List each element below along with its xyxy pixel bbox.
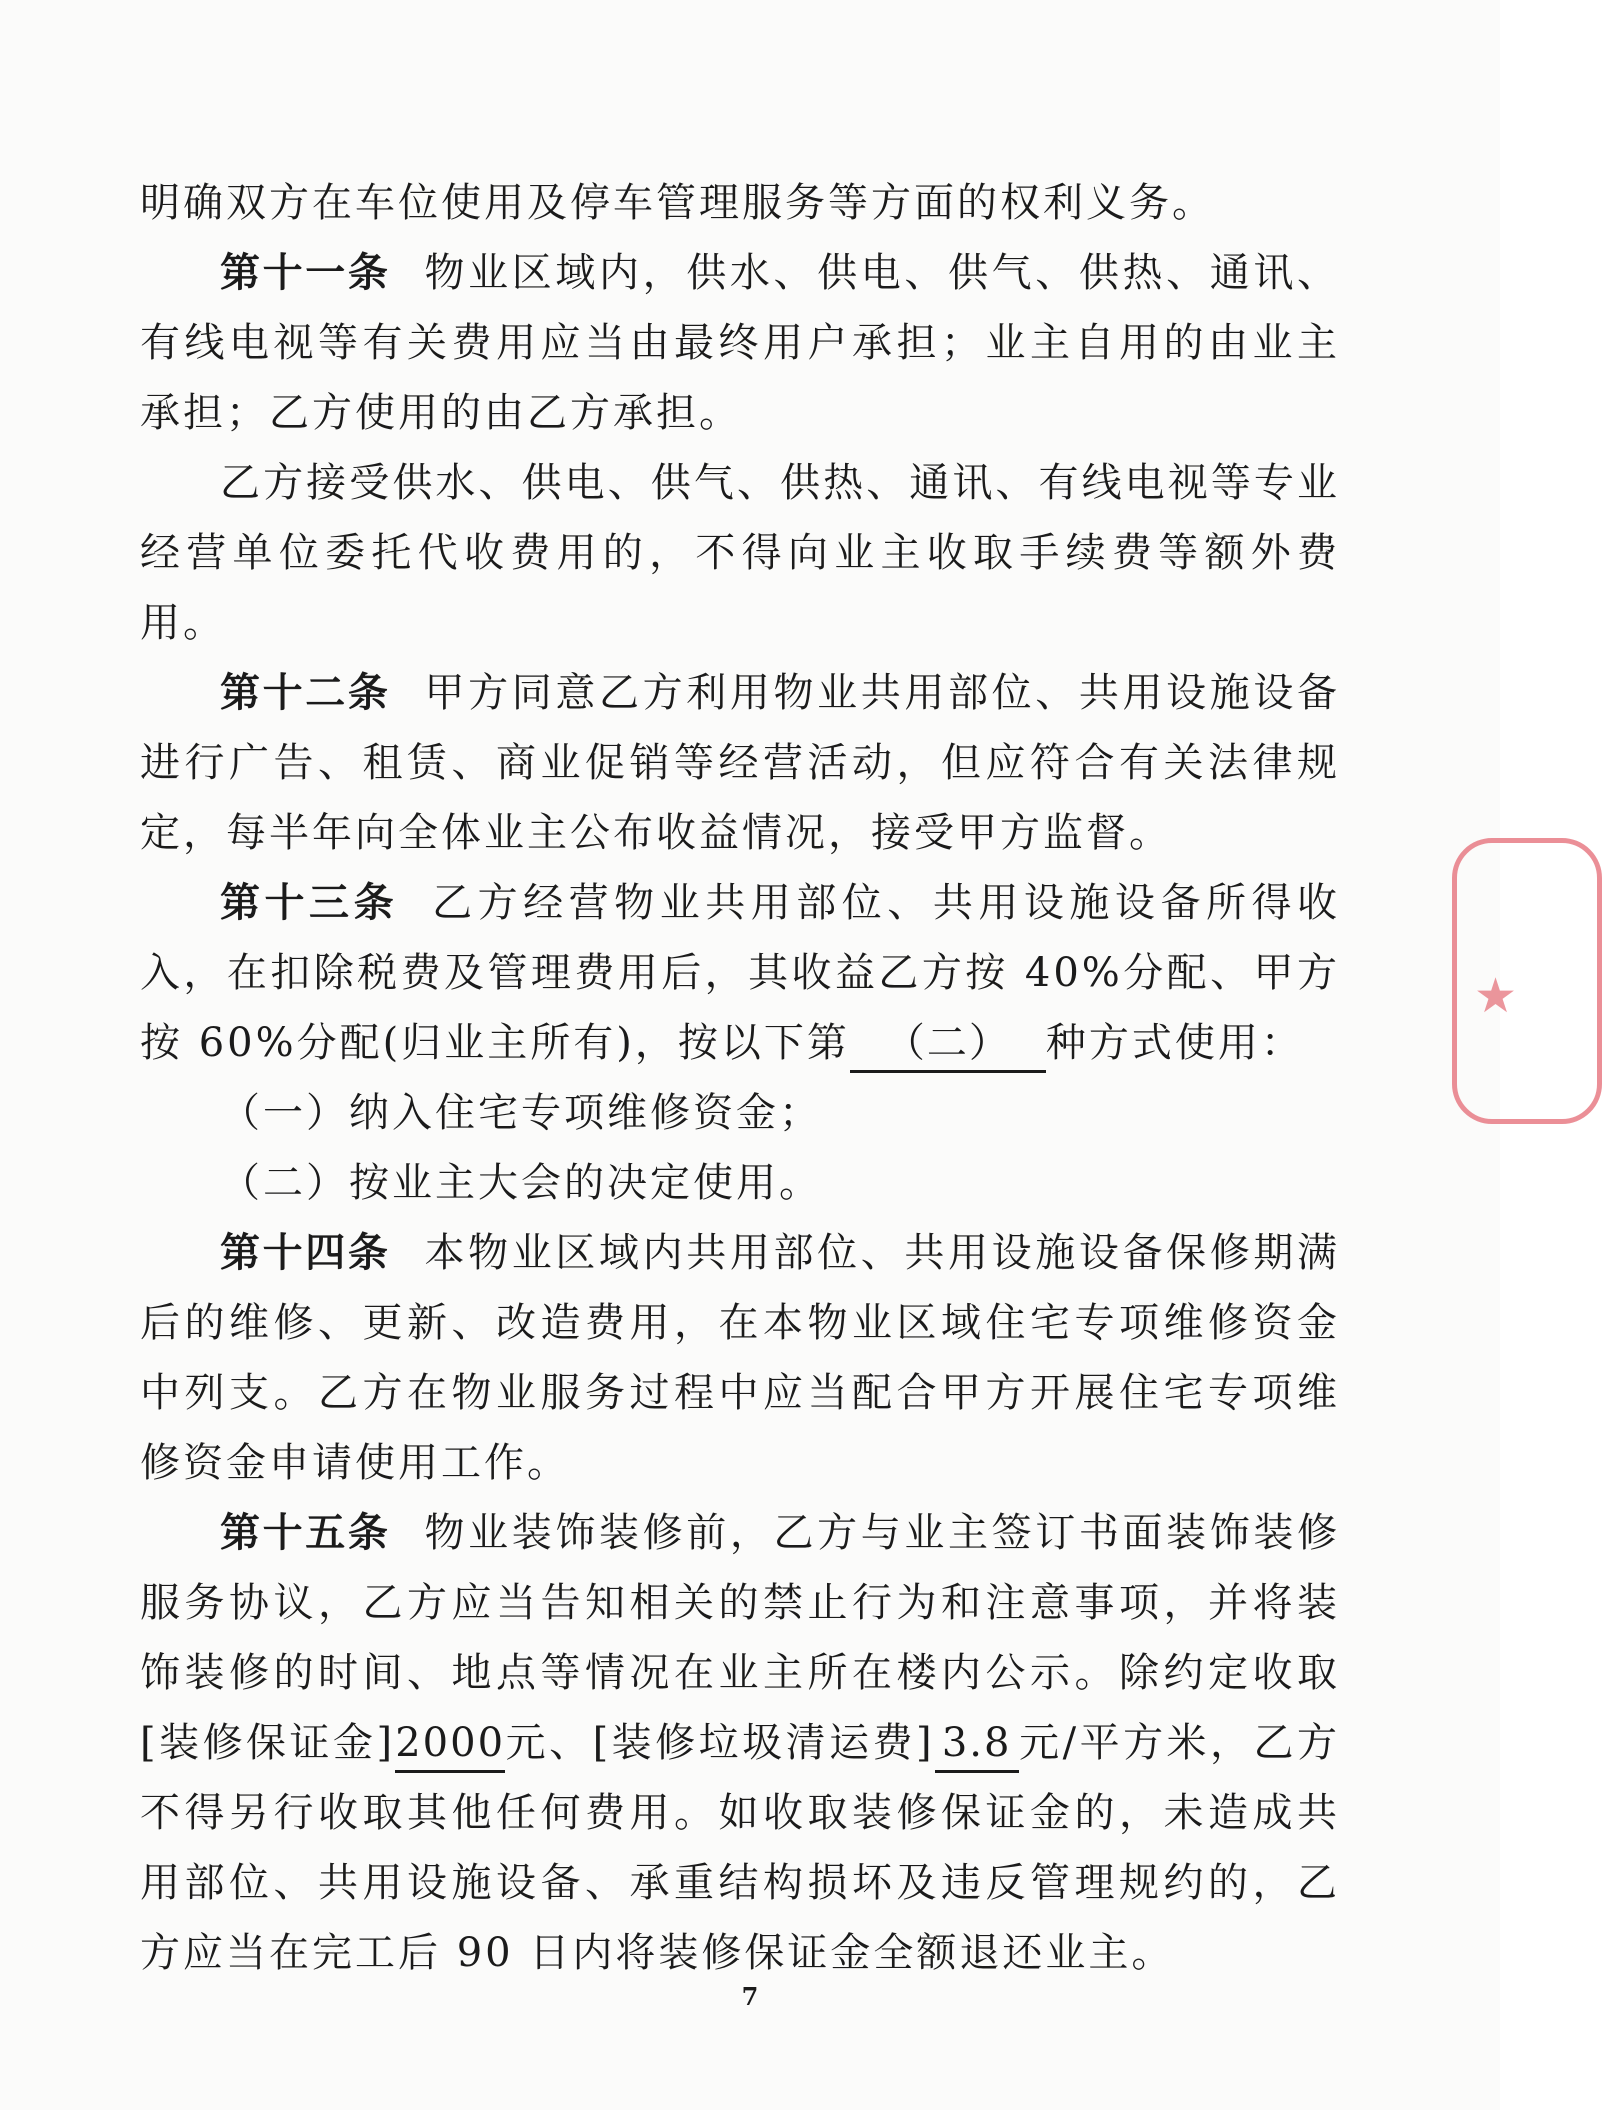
article-15-text-b: 元、[装修垃圾清运费] xyxy=(505,1720,935,1766)
article-13-text-a: 乙方经营物业共用部位、共用设施设备所得收入，在扣除税费及管理费用后，其收益乙方按 40%分配、甲方按 60%分配(归业主所有)，按以下第 xyxy=(140,880,1341,1066)
intro-text: 明确双方在车位使用及停车管理服务等方面的权利义务。 xyxy=(140,180,1215,226)
article-12-paragraph xyxy=(140,658,1340,868)
article-11-text-2: 乙方接受供水、供电、供气、供热、通讯、有线电视等专业经营单位委托代收费用的，不得向业主收取手续费等额外费用。 xyxy=(140,460,1340,646)
article-13-filled-blank: （二） xyxy=(850,1016,1046,1073)
article-12-text: 甲方同意乙方利用物业共用部位、共用设施设备进行广告、租赁、商业促销等经营活动，但应符合有关法律规定，每半年向全体业主公布收益情况，接受甲方监督。 xyxy=(140,670,1340,856)
article-15-paragraph xyxy=(140,1498,1340,1988)
seal-star-icon: ★ xyxy=(1474,968,1518,1024)
article-11-text: 物业区域内，供水、供电、供气、供热、通讯、有线电视等有关费用应当由最终用户承担；业主自用的由业主承担；乙方使用的由乙方承担。 xyxy=(140,250,1340,436)
article-13-option-2 xyxy=(140,1148,1340,1218)
page-number: 7 xyxy=(741,1982,759,2011)
article-12-title: 第十二条 xyxy=(220,669,391,716)
article-11-title: 第十一条 xyxy=(220,249,391,296)
article-15-text-c: 元/平方米，乙方不得另行收取其他任何费用。如收取装修保证金的，未造成共用部位、共用设施设备、承重结构损坏及违反管理规约的，乙方应当在完工后 90 日内将装修保证金全额退还业主。 xyxy=(140,1720,1340,1976)
article-13-paragraph xyxy=(140,868,1340,1078)
article-14-title: 第十四条 xyxy=(220,1229,391,1276)
article-11-paragraph-2 xyxy=(140,448,1340,658)
red-seal-stamp xyxy=(1452,838,1518,1128)
intro-paragraph xyxy=(140,168,1340,238)
article-15-text-a: 物业装饰装修前，乙方与业主签订书面装饰装修服务协议，乙方应当告知相关的禁止行为和注意事项，并将装饰装修的时间、地点等情况在业主所在楼内公示。除约定收取[装修保证金] xyxy=(140,1510,1340,1766)
article-14-text: 本物业区域内共用部位、共用设施设备保修期满后的维修、更新、改造费用，在本物业区域住宅专项维修资金中列支。乙方在物业服务过程中应当配合甲方开展住宅专项维修资金申请使用工作。 xyxy=(140,1230,1340,1486)
article-13-text-b: 种方式使用： xyxy=(1045,1020,1304,1066)
document-body xyxy=(140,168,1340,1988)
article-14-paragraph xyxy=(140,1218,1340,1498)
article-11-paragraph xyxy=(140,238,1340,448)
renovation-deposit-blank: 2000 xyxy=(395,1716,505,1773)
article-13-option-1 xyxy=(140,1078,1340,1148)
article-13-option-2-text: （二）按业主大会的决定使用。 xyxy=(220,1160,822,1206)
article-15-title: 第十五条 xyxy=(220,1509,391,1556)
waste-removal-fee-blank: 3.8 xyxy=(935,1716,1019,1773)
article-13-title: 第十三条 xyxy=(220,879,399,926)
article-13-option-1-text: （一）纳入住宅专项维修资金； xyxy=(220,1090,822,1136)
